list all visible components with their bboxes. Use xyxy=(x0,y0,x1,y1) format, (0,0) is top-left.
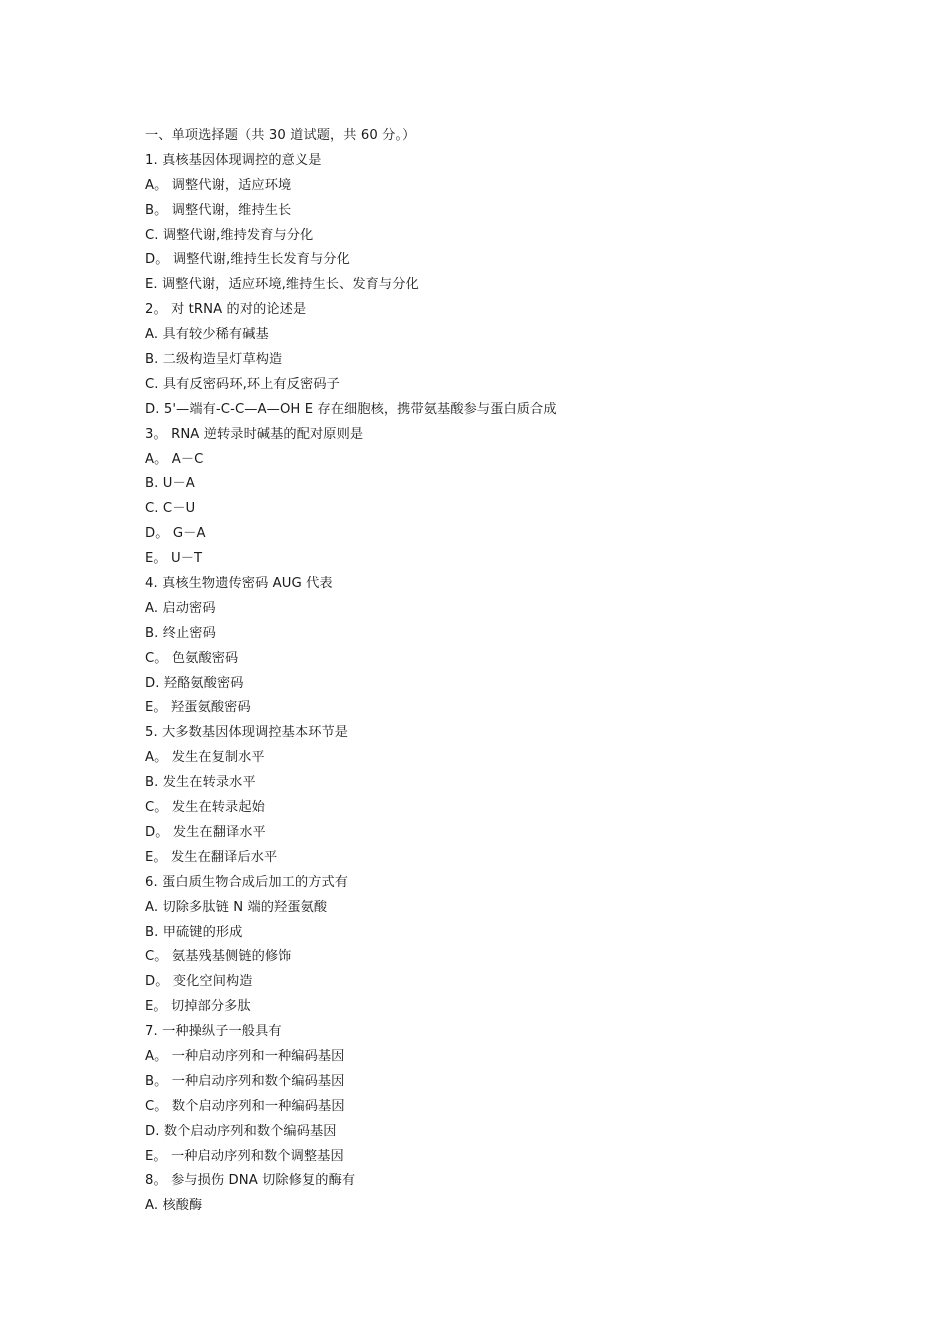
option-line: A。 调整代谢，适应环境 xyxy=(145,177,292,193)
option-line: C。 数个启动序列和一种编码基因 xyxy=(145,1098,345,1114)
option-line: B. 发生在转录水平 xyxy=(145,775,256,791)
option-line: C。 氨基残基侧链的修饰 xyxy=(145,949,292,965)
option-line: B. U－A xyxy=(145,476,195,492)
option-line: A. 具有较少稀有碱基 xyxy=(145,327,269,343)
option-line: E。 切掉部分多肽 xyxy=(145,999,251,1015)
option-line: D。 发生在翻译水平 xyxy=(145,824,266,840)
option-line: A。 发生在复制水平 xyxy=(145,750,265,766)
option-line: E。 U－T xyxy=(145,551,203,567)
option-line: A. 核酸酶 xyxy=(145,1198,203,1214)
option-line: A。 A－C xyxy=(145,451,204,467)
question-2: 2。 对 tRNA 的对的论述是 xyxy=(145,302,307,318)
option-line: C. 调整代谢,维持发育与分化 xyxy=(145,227,314,243)
section-heading: 一、单项选择题（共 30 道试题，共 60 分。） xyxy=(145,128,416,143)
question-6: 6. 蛋白质生物合成后加工的方式有 xyxy=(145,874,349,890)
option-line: C. C－U xyxy=(145,501,196,517)
option-line: D. 数个启动序列和数个编码基因 xyxy=(145,1123,337,1139)
question-7: 7. 一种操纵子一般具有 xyxy=(145,1024,282,1040)
option-line: C。 发生在转录起始 xyxy=(145,800,265,816)
option-line: C. 具有反密码环,环上有反密码子 xyxy=(145,376,340,392)
option-line: B。 一种启动序列和数个编码基因 xyxy=(145,1073,345,1089)
option-line: D. 羟酪氨酸密码 xyxy=(145,675,244,691)
option-line: D。 变化空间构造 xyxy=(145,974,253,990)
option-line: E。 发生在翻译后水平 xyxy=(145,849,278,865)
option-line: A. 启动密码 xyxy=(145,600,216,616)
option-line: B. 终止密码 xyxy=(145,625,216,641)
question-8: 8。 参与损伤 DNA 切除修复的酶有 xyxy=(145,1173,356,1189)
option-line: D。 调整代谢,维持生长发育与分化 xyxy=(145,252,350,268)
option-line: B. 甲硫键的形成 xyxy=(145,924,243,940)
question-4: 4. 真核生物遗传密码 AUG 代表 xyxy=(145,576,333,592)
question-text xyxy=(145,124,845,1219)
option-line: B. 二级构造呈灯草构造 xyxy=(145,352,283,368)
option-line: A。 一种启动序列和一种编码基因 xyxy=(145,1048,345,1064)
option-line: A. 切除多肽链 N 端的羟蛋氨酸 xyxy=(145,899,328,915)
option-line: C。 色氨酸密码 xyxy=(145,650,239,666)
option-line: E. 调整代谢，适应环境,维持生长、发育与分化 xyxy=(145,277,419,293)
option-line: D. 5'—端有-C-C—A—OH E 存在细胞核，携带氨基酸参与蛋白质合成 xyxy=(145,401,557,417)
question-5: 5. 大多数基因体现调控基本环节是 xyxy=(145,725,349,741)
question-3: 3。 RNA 逆转录时碱基的配对原则是 xyxy=(145,426,364,442)
option-line: E。 一种启动序列和数个调整基因 xyxy=(145,1148,344,1164)
option-line: D。 G－A xyxy=(145,526,206,542)
question-1: 1. 真核基因体现调控的意义是 xyxy=(145,152,322,168)
option-line: B。 调整代谢，维持生长 xyxy=(145,202,292,218)
option-line: E。 羟蛋氨酸密码 xyxy=(145,700,251,716)
